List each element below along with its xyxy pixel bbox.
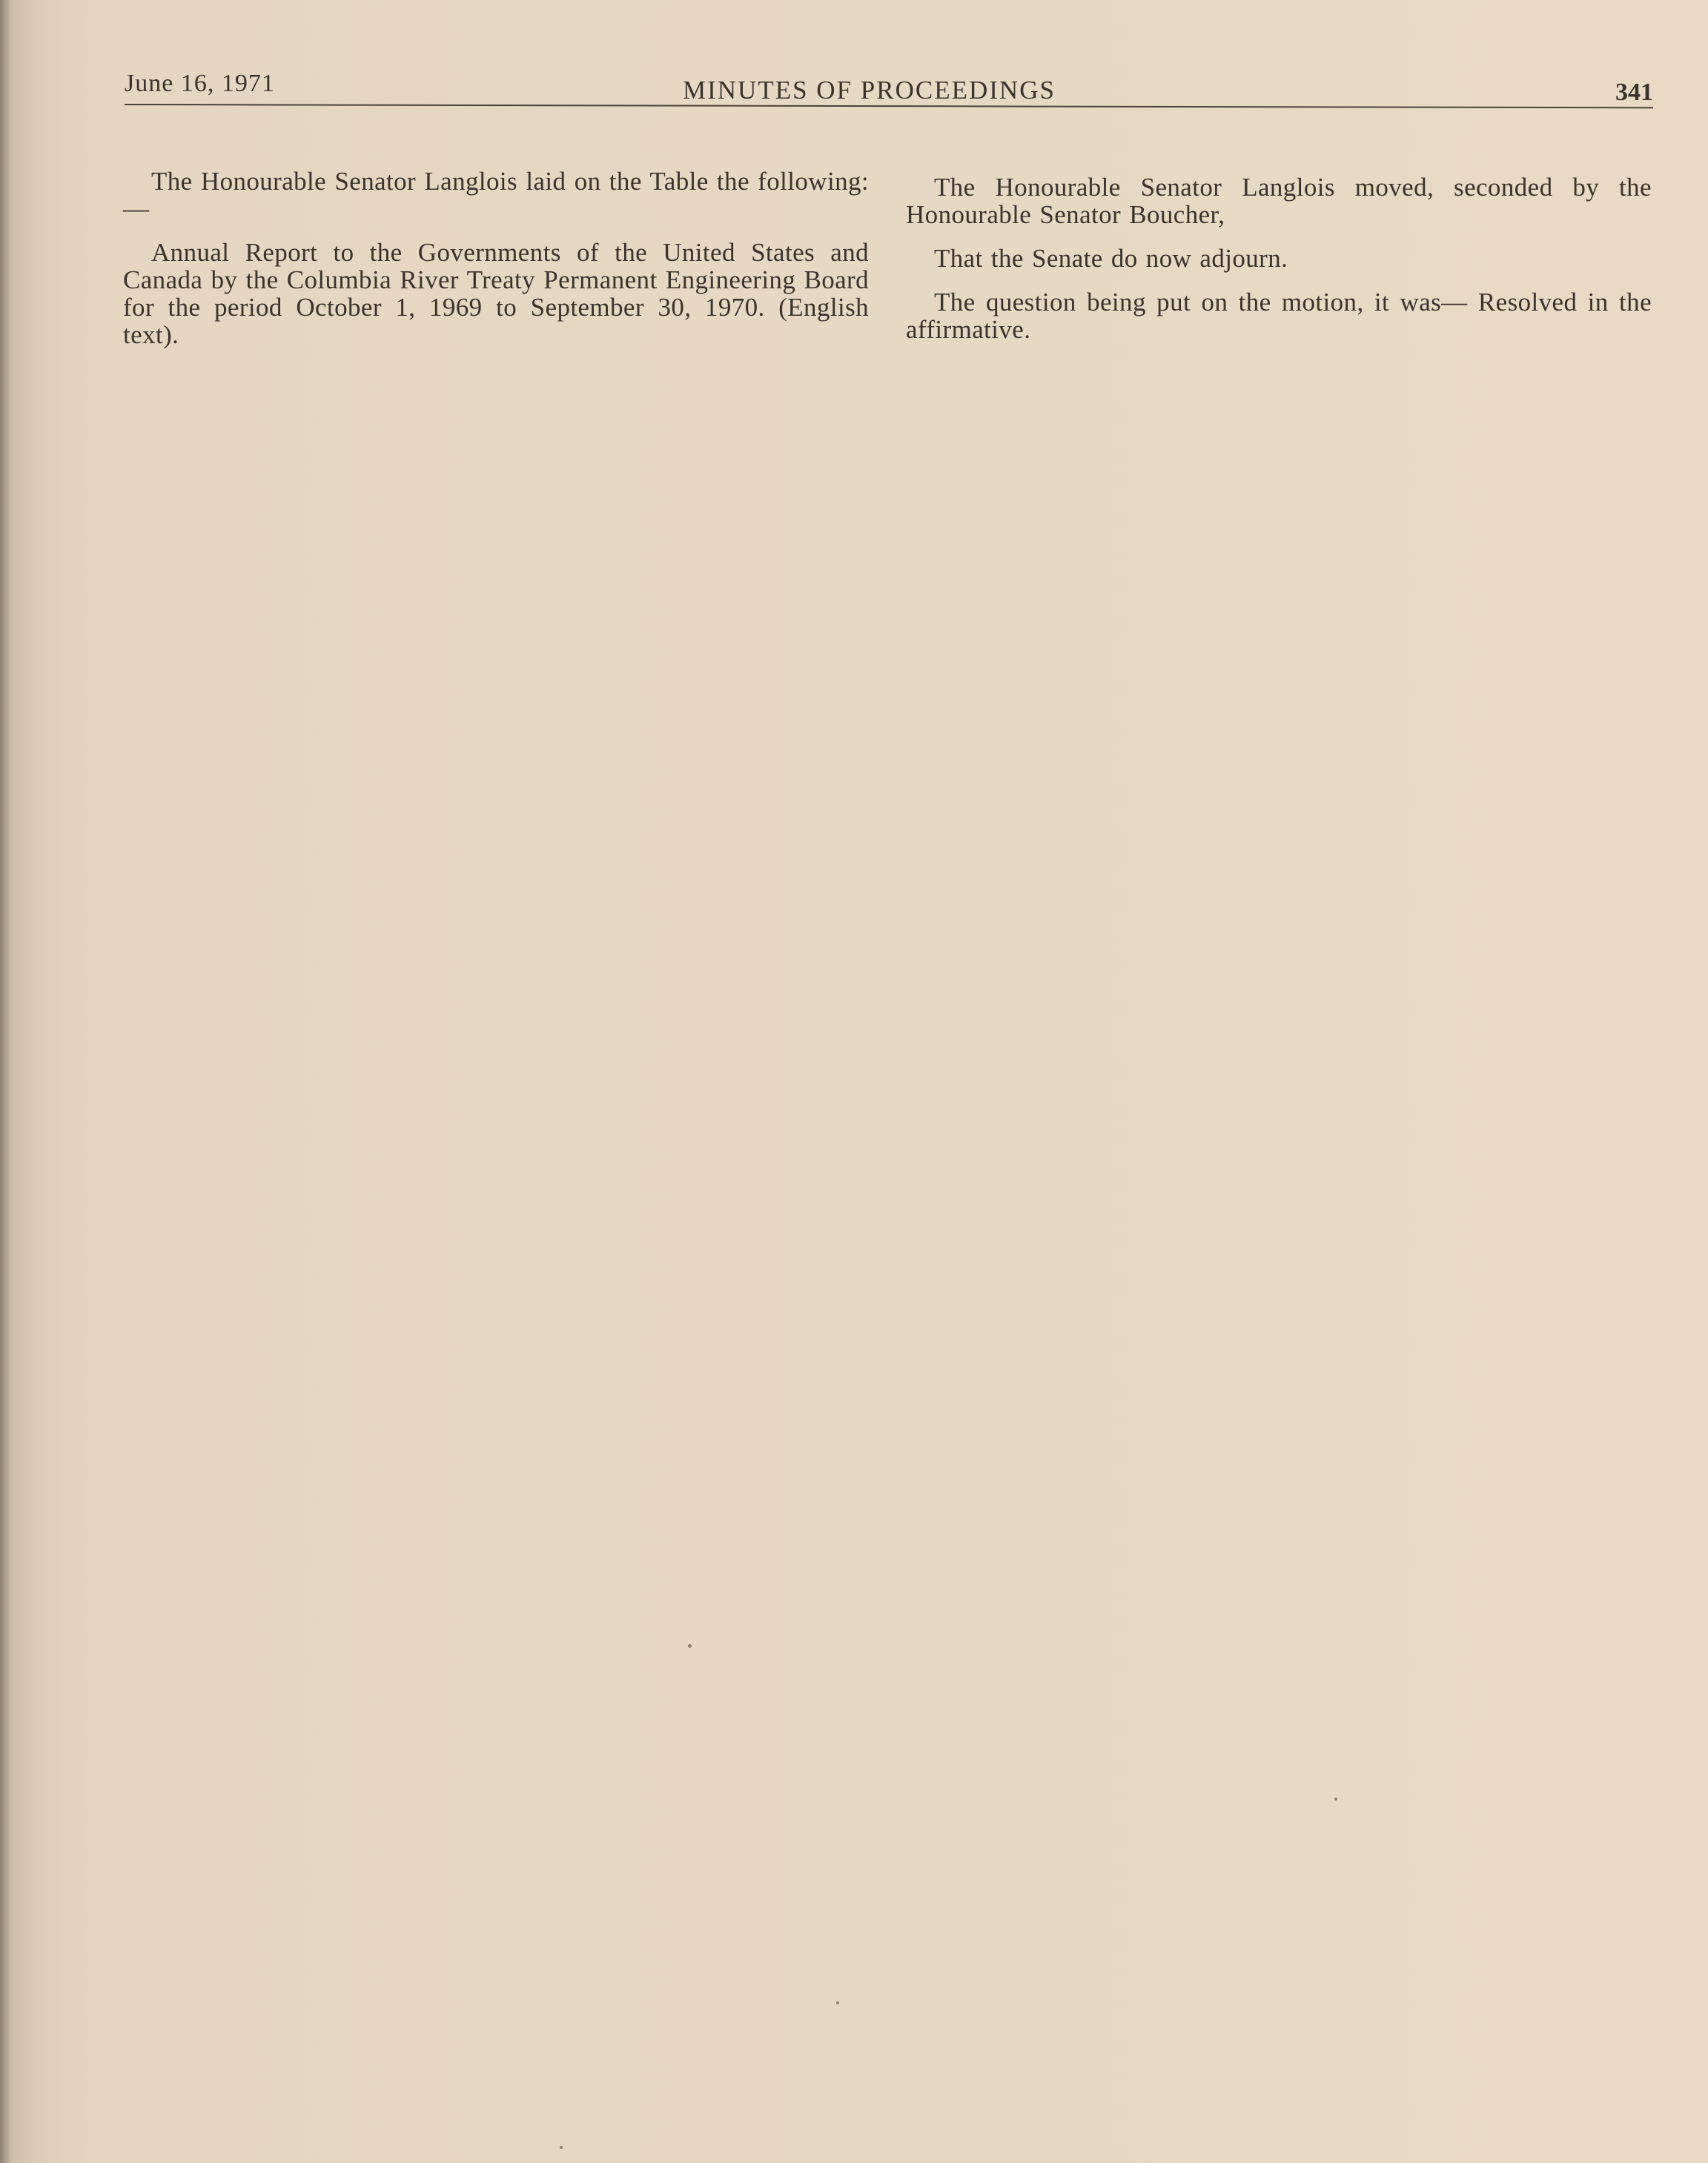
paper-speck — [836, 2001, 839, 2004]
right-column — [906, 173, 1652, 350]
paper-speck — [560, 2146, 563, 2149]
motion-paragraph: The Honourable Senator Langlois moved, seconded by the Honourable Senator Boucher, — [906, 173, 1652, 229]
page-binding-edge — [0, 0, 10, 2163]
motion-result: The question being put on the motion, it was— Resolved in the affirmative. — [906, 288, 1652, 344]
tabled-document-description: Annual Report to the Governments of the United States and Canada by the Columbia River Treaty Permanent Engineering Board for the period October 1, 1969 to September 30, 1970. (English text). — [123, 238, 869, 349]
header-title: MINUTES OF PROCEEDINGS — [683, 76, 1056, 105]
header-date: June 16, 1971 — [125, 70, 275, 97]
running-header — [125, 65, 1653, 110]
motion-text: That the Senate do now adjourn. — [934, 244, 1288, 273]
paper-speck — [1334, 1798, 1337, 1801]
paper-speck — [688, 1644, 692, 1648]
page-number: 341 — [1615, 79, 1653, 106]
tabled-document-intro: The Honourable Senator Langlois laid on the Table the following:— — [123, 167, 869, 223]
left-column — [123, 168, 869, 355]
